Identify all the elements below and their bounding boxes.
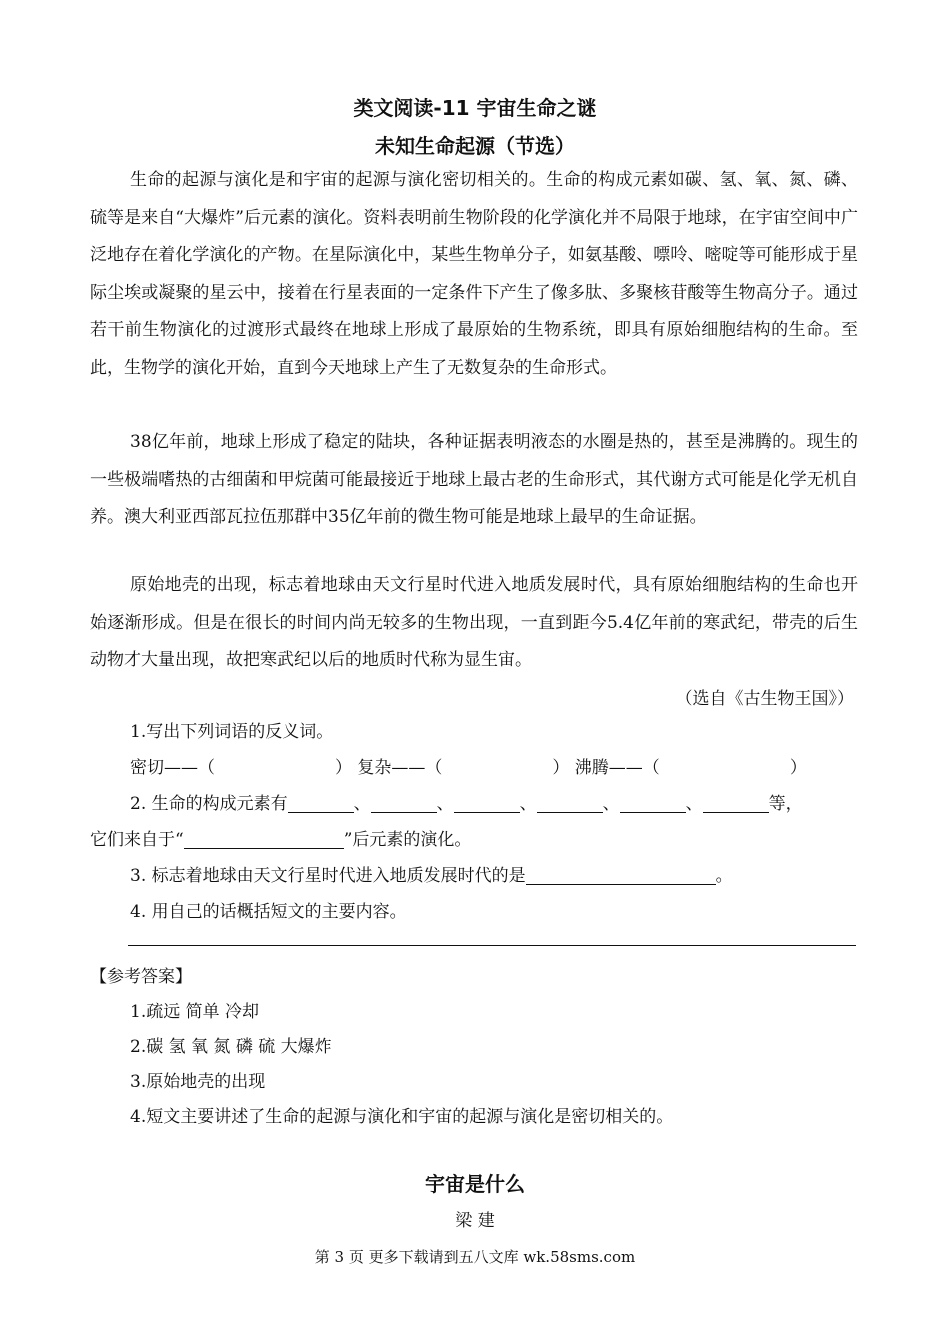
question-2-suffix: 等， bbox=[768, 794, 803, 814]
question-3-prefix: 3. 标志着地球由天文行星时代进入地质发展时代的是 bbox=[130, 866, 526, 886]
question-2-line2-suffix: ”后元素的演化。 bbox=[343, 830, 472, 850]
origin-blank[interactable] bbox=[184, 828, 344, 849]
question-1-items bbox=[130, 753, 807, 778]
element-blank-3[interactable] bbox=[454, 792, 520, 813]
element-blank-4[interactable] bbox=[537, 792, 603, 813]
antonym-item-4: ） bbox=[789, 758, 807, 778]
series-title: 类文阅读-11 宇宙生命之谜 bbox=[353, 96, 597, 120]
question-3 bbox=[130, 861, 733, 886]
antonym-item-1: 密切——（ bbox=[130, 758, 215, 778]
article-paragraph-2: 38亿年前，地球上形成了稳定的陆块，各种证据表明液态的水圈是热的，甚至是沸腾的。现生的一些极端嗜热的古细菌和甲烷菌可能最接近于地球上最古老的生命形式，其代谢方式可能是化学无机自养。澳大利亚西部瓦拉伍那群中35亿年前的微生物可能是地球上最早的生命证据。 bbox=[90, 432, 858, 527]
page-footer: 第 3 页 更多下载请到五八文库 wk.58sms.com bbox=[314, 1248, 636, 1266]
answer-3: 3.原始地壳的出现 bbox=[130, 1072, 266, 1092]
antonym-item-3: ） 沸腾——（ bbox=[552, 758, 660, 778]
next-article-author: 梁 建 bbox=[455, 1211, 495, 1231]
article-source: （选自《古生物王国》） bbox=[675, 689, 854, 709]
element-blank-1[interactable] bbox=[288, 792, 354, 813]
answer-blank-3[interactable] bbox=[526, 864, 716, 885]
question-2-line2-prefix: 它们来自于“ bbox=[90, 830, 184, 850]
element-blank-6[interactable] bbox=[703, 792, 769, 813]
answer-4: 4.短文主要讲述了生命的起源与演化和宇宙的起源与演化是密切相关的。 bbox=[130, 1107, 674, 1127]
separator: 、 bbox=[353, 794, 371, 814]
element-blank-2[interactable] bbox=[371, 792, 437, 813]
divider-line bbox=[128, 945, 856, 946]
answer-2: 2.碳 氢 氧 氮 磷 硫 大爆炸 bbox=[130, 1037, 332, 1057]
question-3-suffix: 。 bbox=[715, 866, 733, 886]
separator: 、 bbox=[602, 794, 620, 814]
answers-heading: 【参考答案】 bbox=[90, 967, 192, 987]
article-title: 未知生命起源（节选） bbox=[375, 134, 575, 158]
answer-1: 1.疏远 简单 冷却 bbox=[130, 1002, 260, 1022]
question-2-line-2 bbox=[90, 825, 471, 850]
question-4: 4. 用自己的话概括短文的主要内容。 bbox=[130, 902, 407, 922]
separator: 、 bbox=[436, 794, 454, 814]
separator: 、 bbox=[519, 794, 537, 814]
element-blank-5[interactable] bbox=[620, 792, 686, 813]
article-paragraph-3: 原始地壳的出现，标志着地球由天文行星时代进入地质发展时代，具有原始细胞结构的生命也开始逐渐形成。但是在很长的时间内尚无较多的生物出现，一直到距今5.4亿年前的寒武纪，带壳的后生动物才大量出现，故把寒武纪以后的地质时代称为显生宙。 bbox=[90, 575, 858, 670]
antonym-item-2: ） 复杂——（ bbox=[335, 758, 443, 778]
separator: 、 bbox=[685, 794, 703, 814]
question-2-prefix: 2. 生命的构成元素有 bbox=[130, 794, 288, 814]
article-paragraph-1: 生命的起源与演化是和宇宙的起源与演化密切相关的。生命的构成元素如碳、氢、氧、氮、磷、硫等是来自“大爆炸”后元素的演化。资料表明前生物阶段的化学演化并不局限于地球，在宇宙空间中广泛地存在着化学演化的产物。在星际演化中，某些生物单分子，如氨基酸、嘌呤、嘧啶等可能形成于星际尘埃或凝聚的星云中，接着在行星表面的一定条件下产生了像多肽、多聚核苷酸等生物高分子。通过若干前生物演化的过渡形式最终在地球上形成了最原始的生物系统，即具有原始细胞结构的生命。至此，生物学的演化开始，直到今天地球上产生了无数复杂的生命形式。 bbox=[90, 170, 858, 378]
next-article-title: 宇宙是什么 bbox=[425, 1172, 525, 1196]
question-1: 1.写出下列词语的反义词。 bbox=[130, 722, 334, 742]
question-2 bbox=[130, 789, 803, 814]
